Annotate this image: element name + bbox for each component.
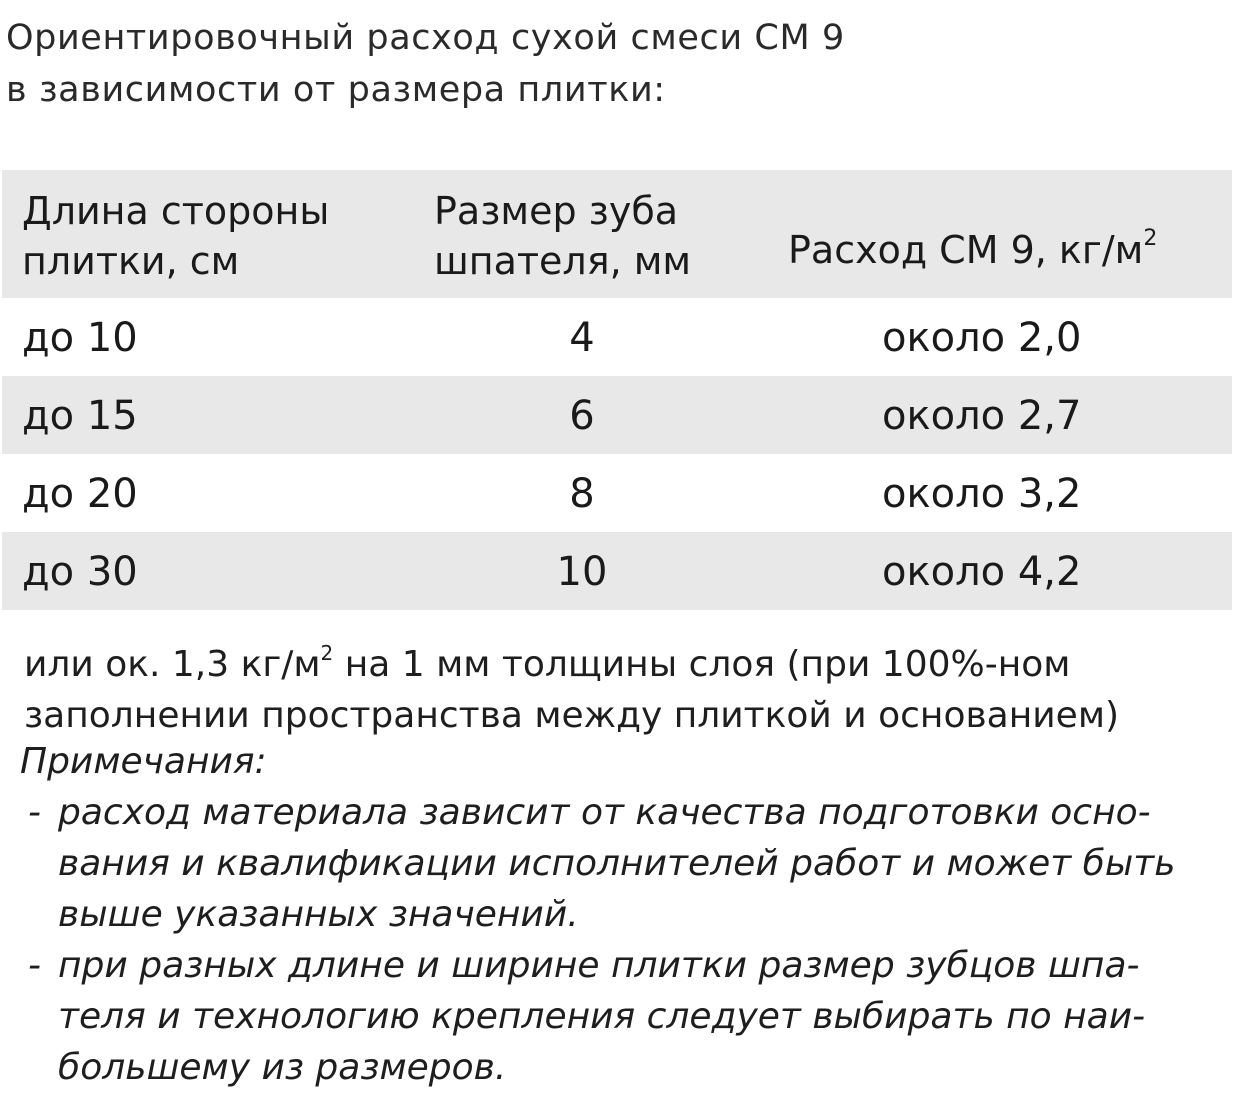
note-line-1: или ок. 1,3 $кг/м^2$ на 1 мм толщины слоя (при 100%-ном: [24, 641, 1071, 685]
header-tile-length: Длина стороны плитки, см: [22, 189, 330, 283]
cell-consumption: около 2,7: [882, 393, 1082, 439]
title-line-2: в зависимости от размера плитки:: [6, 70, 666, 110]
cell-consumption: около 2,0: [882, 315, 1082, 361]
cell-length: до 30: [22, 549, 138, 595]
table-row: [2, 376, 1232, 454]
remark-item: - расход материала зависит от качества подготовки осно- вания и квалификации исполнителей работ и может быть выше указанных значений.: [20, 787, 1176, 940]
cell-tooth: 4: [569, 315, 595, 361]
document-title: [6, 12, 845, 116]
header-consumption: Расход СМ 9, $кг/м^2$: [788, 226, 1158, 272]
cell-tooth: 8: [569, 471, 595, 517]
cell-length: до 10: [22, 315, 138, 361]
table-row: [2, 532, 1232, 610]
table-row: [2, 454, 1232, 532]
dash-bullet: -: [28, 792, 41, 833]
cell-consumption: около 4,2: [882, 549, 1082, 595]
consumption-table: [2, 170, 1232, 610]
remarks-heading: Примечания:: [20, 741, 267, 782]
cell-tooth: 10: [556, 549, 608, 595]
unit-superscript: 2: [320, 641, 334, 665]
remark-item: - при разных длине и ширине плитки размер зубцов шпа- теля и технологию крепления следует выбирать по наи- большему из размеров.: [20, 940, 1176, 1093]
cell-consumption: около 3,2: [882, 471, 1082, 517]
unit-superscript: 2: [1143, 226, 1158, 251]
note-line-2: заполнении пространства между плиткой и основанием): [24, 695, 1120, 736]
cell-length: до 15: [22, 393, 138, 439]
cell-tooth: 6: [569, 393, 595, 439]
table-row: [2, 298, 1232, 376]
title-line-1: Ориентировочный расход сухой смеси СМ 9: [6, 18, 845, 58]
dash-bullet: -: [28, 945, 41, 986]
header-tooth-size: Размер зуба шпателя, мм: [434, 189, 692, 283]
table-header-row: [2, 170, 1232, 298]
cell-length: до 20: [22, 471, 138, 517]
remarks-section: [20, 736, 1176, 1093]
per-mm-note: [24, 628, 1119, 741]
